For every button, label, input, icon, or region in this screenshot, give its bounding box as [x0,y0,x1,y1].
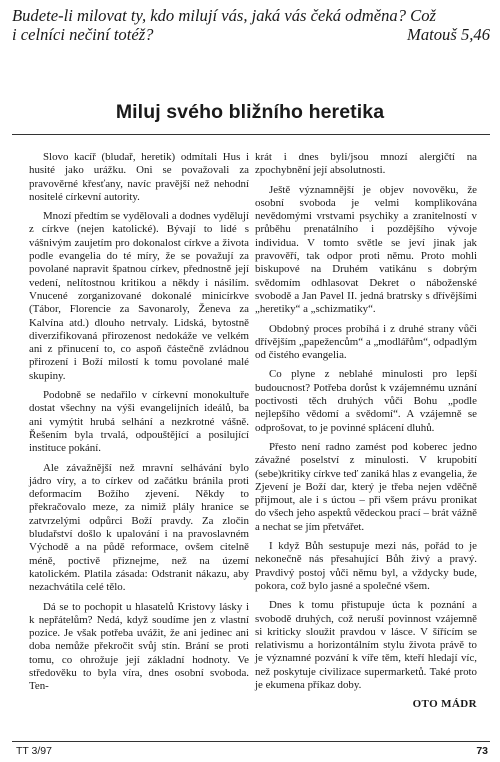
page-number: 73 [476,745,488,757]
paragraph: Co plyne z neblahé minulosti pro lepší budoucnost? Potřeba dorůst k vzájemnému uznání poctivosti těch druhých vůči Bohu „podle nejlepšího vědomí a svědomí“. A vzájemně se odprošovat, to je povinné splácení dluhů. [255,368,477,434]
title-rule [12,134,490,135]
paragraph: Ještě významnější je objev novověku, že osobní svoboda je velmi komplikována nevědomými vrstvami psychiky a zranitelností v průběhu prenatálního i pozdějšího vývoje individua. V tomto světle se jeví jinak jak pravověří, tak odpor proti němu. Proto mohli biskupové na Druhém vatikánu s dobrým svědomím odhlasovat Dekret o náboženské svobodě a Jan Pavel II. jedná bratrsky s dřívějšími „heretiky“ a „schizmatiky“. [255,183,477,316]
epigraph-line-2 [12,25,490,44]
paragraph: Mnozí předtím se vydělovali a dodnes vydělují z církve (nejen katolické). Bývají to lidé s vášnivým zaujetím pro dokonalost církve a života podle evangelia do té míry, že se považují za povolané napravit špatnou církev, přednostně její vedení, nelítostnou kritikou a někdy i násilím. Vnucené zorganizované dokonalé minicírkve (Tábor, Florencie za Savonaroly, Ženeva za Kalvína atd.) dlouho netrvaly. Lidská, bytostně diverzifikovaná přirozenost nedokáže ve velkém ani z přinucení to, co aspoň částečně zvládnou přirození i Boží milostí k tomu povolané malé skupiny. [29,210,249,382]
right-column [255,151,477,712]
footer-rule [12,741,490,742]
paragraph: I když Bůh sestupuje mezi nás, pořád to je nekonečně nás přesahující Bůh živý a pravý. Pravdivý postoj vůči němu byl, a vždycky bude, pokora, což bylo jasné a společné všem. [255,540,477,592]
issue-label: TT 3/97 [16,745,52,757]
paragraph: Podobně se nedařilo v církevní monokultuře dostat všechny na výši evangelijních ideálů, ba ani vymýtit hrubá selhání a nezkrotné vášně. Řešením byla trvalá, odpouštějící a posilující instituce pokání. [29,389,249,455]
left-column [29,151,249,700]
paragraph: Slovo kacíř (bludař, heretik) odmítali Hus i husité jako urážku. Oni se považovali za pravověrné křesťany, navíc pravější než nehodní nositelé církevní autority. [29,151,249,203]
epigraph-source: Matouš 5,46 [407,25,490,44]
paragraph: Obdobný proces probíhá i z druhé strany vůči dřívějším „papežencům“ a „modlářům“, odpadlým od čistého evangelia. [255,322,477,362]
author-signature: OTO MÁDR [412,698,477,711]
epigraph-line-2-text: i celníci nečiní totéž? [12,25,154,44]
epigraph [12,6,490,44]
paragraph: Přesto není radno zamést pod koberec jedno závažné poselství z minulosti. V krupobití (sebe)kritiky církve teď zaniká hlas z evangelia, že Zjevení je Boží dar, který je třeba nejen vděčně přijmout, ale i s úctou – při všem právu pronikat do všech jeho aspektů vědeckou prací – brát vážně a nechat se jím přetvářet. [255,440,477,533]
paragraph: Ale závažnější než mravní selhávání bylo jádro víry, a to církev od začátku bránila proti deformacím Božího zjevení. Někdy to překračovalo meze, za nimiž plály hranice se zatvrzelými odpůrci Boží pravdy. Za zločin bludařství došlo k upalování i na pravoslavném Východě a na půdě reformace, ovšem citelně méně, poctivě přiznejme, než na území katolickém. Platila zásada: Odstranit nákazu, aby nezachvátila celé tělo. [29,461,249,594]
paragraph: Dnes k tomu přistupuje úcta k poznání a svobodě druhých, což neruší povinnost vzájemně si kriticky sloužit pravdou v lásce. V šířícím se relativismu a horizontálním stylu života právě to je významné pozvání k víře těm, kteří hledají víc, než poskytuje civilizace supermarketů. Také proto je ekumena příkaz doby. [255,599,477,691]
article-title: Miluj svého bližního heretika [115,101,385,123]
epigraph-line-1: Budete-li milovat ty, kdo milují vás, jaká vás čeká odměna? Což [12,6,436,25]
paragraph-continued: krát i dnes byli/jsou mnozí alergičtí na zpochybnění její absolutnosti. [255,151,477,177]
paragraph: Dá se to pochopit u hlasatelů Kristovy lásky i k nepřátelům? Nedá, když soudíme jen z vlastní pozice. Je však potřeba uvážit, že ani jedinec ani doba nemůže překročit svůj stín. Brání se proti tomu, co ohrožuje její základní hodnoty. Ve středověku to byla víra, dnes osobní svoboda. Ten- [29,600,249,693]
